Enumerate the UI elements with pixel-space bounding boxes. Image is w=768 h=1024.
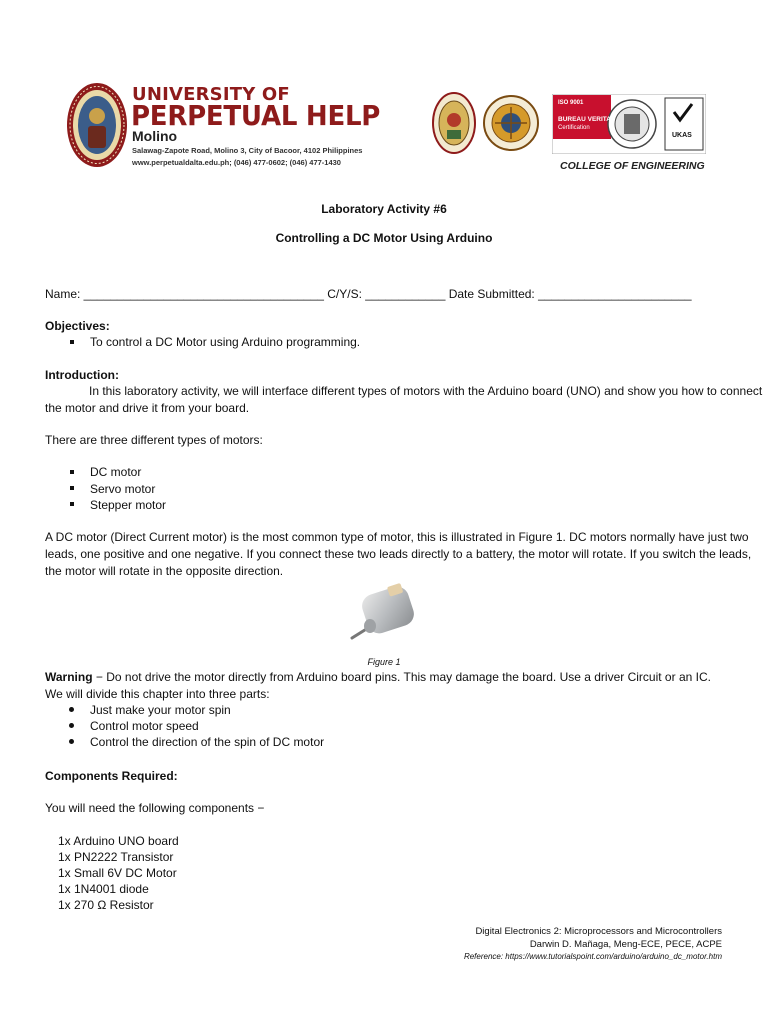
components-heading: Components Required: [45,769,178,783]
warning-line [45,669,711,685]
cert-body-label: BUREAU VERITAS [558,116,616,123]
bullet-dot-icon [69,739,74,744]
cert-iso-label: ISO 9001 [558,100,584,106]
cert-word-label: Certification [558,125,590,131]
activity-title: Laboratory Activity #6 [321,202,447,216]
student-info-line: Name: ____________________________________ C/Y/S: ____________ Date Submitted: _______________________ [45,287,692,301]
bullet-dot-icon [69,707,74,712]
department-seal-icon [483,95,539,151]
component-item: 1x 1N4001 diode [58,882,149,896]
objectives-heading: Objectives: [45,319,110,333]
warning-text: − Do not drive the motor directly from Arduino board pins. This may damage the board. Use a driver Circuit or an IC. [92,670,711,684]
chapter-part-item: Control motor speed [90,719,199,733]
motor-type-item: Servo motor [90,482,156,496]
footer-course: Digital Electronics 2: Microprocessors and Microcontrollers [475,926,722,937]
campus-name: Molino [132,128,178,144]
footer-author: Darwin D. Mañaga, Meng-ECE, PECE, ACPE [529,939,722,950]
college-name: COLLEGE OF ENGINEERING [560,160,705,172]
bullet-dot-icon [69,723,74,728]
introduction-heading: Introduction: [45,368,119,382]
component-item: 1x PN2222 Transistor [58,850,174,864]
intro-paragraph-line1: In this laboratory activity, we will interface different types of motors with the Arduino board (UNO) and show you how to connect [89,384,763,398]
university-name-line2: PERPETUAL HELP [131,99,381,132]
warning-label: Warning [45,670,93,684]
university-contact: www.perpetualdalta.edu.ph; (046) 477-0602; (046) 477-1430 [132,158,341,167]
chapter-divide-text: We will divide this chapter into three parts: [45,687,270,701]
components-intro: You will need the following components − [45,801,265,815]
university-seal-icon [66,82,128,168]
component-item: 1x Arduino UNO board [58,834,179,848]
certification-badge [552,94,706,154]
ukas-label: UKAS [672,132,692,139]
bullet-square-icon [70,470,74,474]
university-name-line1: UNIVERSITY OF [132,84,290,105]
component-item: 1x 270 Ω Resistor [58,898,154,912]
intro-paragraph-line2: the motor and drive it from your board. [45,401,250,415]
motor-type-item: Stepper motor [90,498,167,512]
dc-motor-paragraph-line2: leads, one positive and one negative. If you connect these two leads directly to a battery, the motor will rotate. If you switch the leads, [45,547,752,561]
component-item: 1x Small 6V DC Motor [58,866,177,880]
bullet-square-icon [70,502,74,506]
bullet-square-icon [70,340,74,344]
chapter-part-item: Just make your motor spin [90,703,231,717]
bullet-square-icon [70,486,74,490]
dc-motor-image-icon [348,582,422,646]
activity-subject: Controlling a DC Motor Using Arduino [275,231,493,245]
objective-item: To control a DC Motor using Arduino programming. [90,335,361,349]
letterhead [0,0,768,190]
footer-reference: Reference: https://www.tutorialspoint.com/arduino/arduino_dc_motor.htm [463,952,722,961]
chapter-part-item: Control the direction of the spin of DC motor [90,735,325,749]
dc-motor-paragraph-line1: A DC motor (Direct Current motor) is the most common type of motor, this is illustrated in Figure 1. DC motors normally have just two [45,530,749,544]
university-address: Salawag-Zapote Road, Molino 3, City of Bacoor, 4102 Philippines [132,146,363,155]
motor-types-intro: There are three different types of motors: [45,433,263,447]
dc-motor-paragraph-line3: the motor will rotate in the opposite direction. [45,564,284,578]
engineering-seal-icon [432,92,476,154]
motor-type-item: DC motor [90,465,142,479]
figure-caption: Figure 1 [367,657,401,667]
